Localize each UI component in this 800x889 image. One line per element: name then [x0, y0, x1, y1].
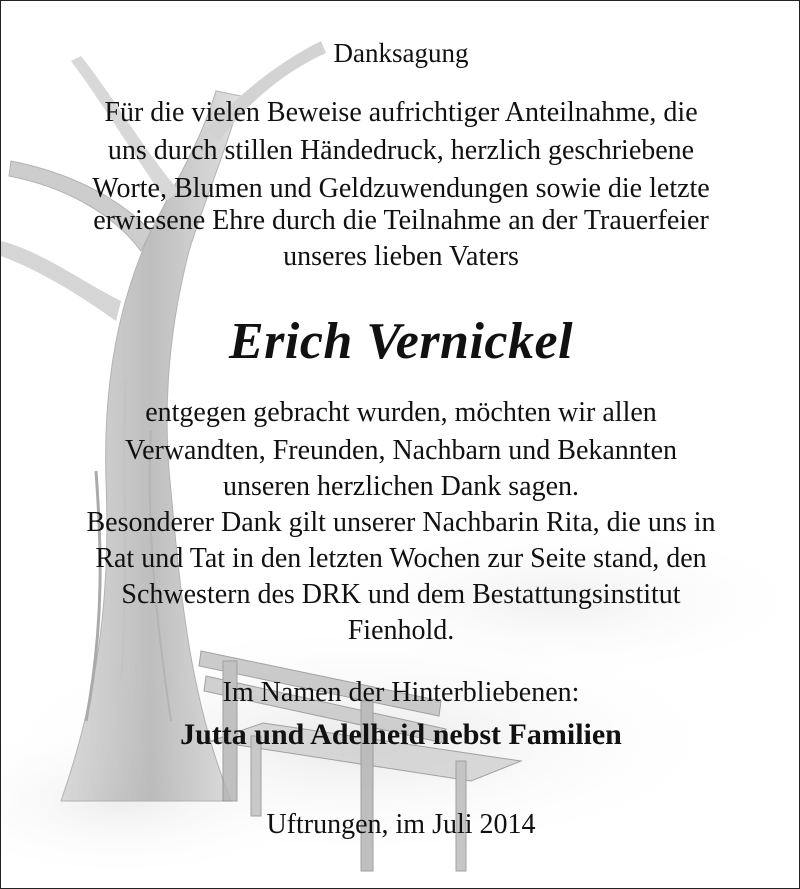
heading: Danksagung [333, 38, 469, 68]
signatories: Jutta und Adelheid nebst Familien [180, 718, 622, 751]
on-behalf-line: Im Namen der Hinterbliebenen: [222, 677, 580, 708]
intro-line: unseres lieben Vaters [283, 241, 519, 272]
intro-line: Worte, Blumen und Geldzuwendungen sowie die letzte [92, 173, 710, 204]
thanks-line: Verwandten, Freunden, Nachbarn und Bekannten [124, 435, 678, 466]
intro-line: Für die vielen Beweise aufrichtiger Anteilnahme, die [104, 97, 698, 128]
thanks-line: entgegen gebracht wurden, möchten wir allen [145, 397, 657, 428]
place-date: Uftrungen, im Juli 2014 [266, 809, 536, 840]
deceased-name: Erich Vernickel [228, 313, 574, 370]
thanks-line: unseren herzlichen Dank sagen. [222, 471, 580, 502]
special-thanks-line: Fienhold. [347, 615, 455, 646]
special-thanks-line: Besonderer Dank gilt unserer Nachbarin Rita, die uns in [86, 507, 716, 538]
special-thanks-line: Schwestern des DRK und dem Bestattungsinstitut [121, 579, 681, 610]
special-thanks-line: Rat und Tat in den letzten Wochen zur Seite stand, den [95, 543, 707, 574]
intro-line: uns durch stillen Händedruck, herzlich geschriebene [107, 135, 695, 166]
intro-line: erwiesene Ehre durch die Teilnahme an der Trauerfeier [93, 205, 709, 236]
